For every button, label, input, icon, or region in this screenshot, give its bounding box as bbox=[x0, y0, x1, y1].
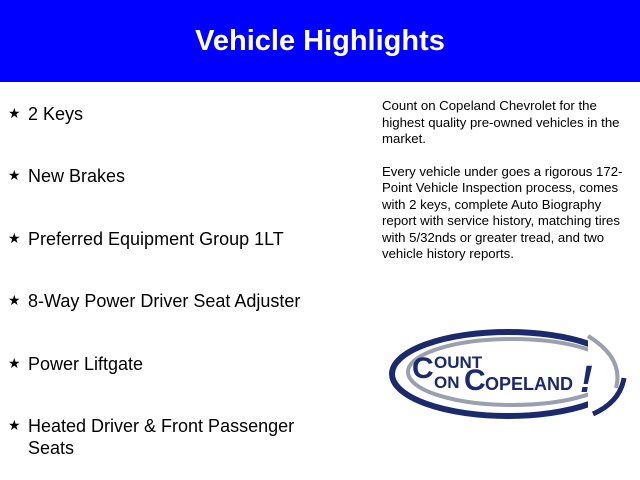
header-banner bbox=[0, 0, 640, 82]
highlight-text: 8-Way Power Driver Seat Adjuster bbox=[28, 291, 301, 311]
star-icon: ★ bbox=[8, 230, 21, 246]
highlight-text: Power Liftgate bbox=[28, 354, 144, 374]
highlight-item bbox=[0, 228, 330, 250]
highlight-text: Preferred Equipment Group 1LT bbox=[28, 229, 284, 249]
highlight-item bbox=[0, 165, 330, 187]
highlight-item bbox=[0, 353, 330, 375]
svg-text:OPELAND: OPELAND bbox=[485, 374, 574, 394]
star-icon: ★ bbox=[8, 105, 21, 121]
svg-text:OUNT: OUNT bbox=[434, 353, 483, 372]
svg-text:C: C bbox=[464, 364, 486, 397]
dealer-info-paragraph: Every vehicle under goes a rigorous 172-Point Vehicle Inspection process, comes with 2 keys, complete Auto Biography report with service history, matching tires with 5/32nds or greater tread, and two vehicle history reports. bbox=[382, 163, 623, 261]
star-icon: ★ bbox=[8, 417, 21, 433]
highlight-item bbox=[0, 103, 330, 125]
highlight-text: 2 Keys bbox=[28, 104, 84, 124]
svg-text:ON: ON bbox=[434, 373, 460, 392]
dealer-info-paragraph: Count on Copeland Chevrolet for the highest quality pre-owned vehicles in the market. bbox=[382, 98, 620, 146]
count-on-copeland-logo bbox=[388, 328, 628, 420]
page-title: Vehicle Highlights bbox=[195, 24, 445, 57]
highlight-item bbox=[0, 290, 330, 312]
highlight-text: New Brakes bbox=[28, 166, 126, 186]
logo-graphic bbox=[388, 328, 628, 420]
svg-text:!: ! bbox=[580, 359, 593, 401]
highlight-item bbox=[0, 415, 330, 459]
star-icon: ★ bbox=[8, 355, 21, 371]
svg-text:C: C bbox=[412, 352, 434, 385]
dealer-info bbox=[382, 98, 632, 279]
highlight-text: Heated Driver & Front Passenger Seats bbox=[28, 416, 295, 458]
star-icon: ★ bbox=[8, 292, 21, 308]
star-icon: ★ bbox=[8, 167, 21, 183]
